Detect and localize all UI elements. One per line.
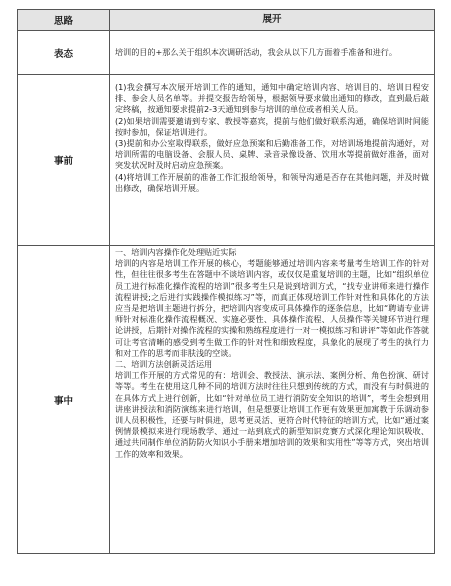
during-paragraph-2: 培训工作开展的方式常见的有：培训会、教授法、演示法、案例分析、角色扮演、研讨等等。考生在使用这几种不同的培训方法时往往只想到传统的方式，而没有与时俱进的在具体方式上进行创新，比如“针对单位员工进行消防安全知识的培训”，考生会想到用讲座讲授法和消防演练来进行培训，但是想要让培训工作更有效果更加寓教于乐调动参训人员积极性，还要与时俱进，思考更灵活、更符合时代特征的培训方式，比如“通过案例情景模拟来进行现场教学、通过一站到底式的新型知识竞赛方式深化理论知识吸收、通过共同制作单位消防防火知识小手册来增加培训的效果和实用性”等等方式，突出培训工作的效率和效果。 (115, 370, 429, 459)
row-label-before: 事前 (18, 75, 110, 245)
before-paragraph-4: (4)将培训工作开展前的准备工作汇报给领导，和领导沟通是否存在其他问题，并及时做出修改，确保培训开展。 (115, 171, 429, 193)
table-header-row (18, 10, 434, 31)
row-content-stance (110, 31, 434, 74)
during-paragraph-1: 培训的内容是培训工作开展的核心，考题能够通过培训内容来考量考生培训工作的针对性，但往往很多考生在答题中不谈培训内容，或仅仅是重复培训的主题，比如“组织单位员工进行标准化操作流程的培训”很多考生只是说到培训方式，“找专业讲师来进行操作流程讲授;之后进行实践操作模拟练习”等，而真正体现培训工作针对性和具体化的方法应当是把培训主题进行拆分，把培训内容变成可具体操作的逐条信息，比如“聘请专业讲师针对标准化操作流程概况、实施必要性、具体操作流程、人员操作等关键环节进行理论讲授，后期针对操作流程的实操和熟练程度进行一对一模拟练习和讲评”等如此作答就可让考官清晰的感受到考生做工作的针对性和细致程度，具象化的展现了考生的执行力和对工作的思考而非肤浅的空谈。 (115, 258, 429, 358)
before-paragraph-1: (1)我会撰写本次展开培训工作的通知，通知中确定培训内容、培训目的、培训日程安排、参会人员名单等。并提交报告给领导，根据领导要求做出通知的修改，直到最后敲定终稿，按通知要求提前2-3天通知到参与培训的单位或者相关人员。 (115, 82, 429, 115)
table-row (18, 246, 434, 553)
during-heading-2: 二、培训方法创新灵活运用 (115, 359, 213, 370)
stance-paragraph: 培训的目的+那么关于组织本次调研活动，我会从以下几方面着手准备和进行。 (115, 46, 397, 57)
table-row (18, 31, 434, 75)
during-heading-1: 一、培训内容操作化处理贴近实际 (115, 247, 237, 257)
before-paragraph-3: (3)提前和办公室取得联系，做好应急预案和后勤准备工作，对培训场地提前沟通好，对培训所需的电脑设备、会服人员、桌牌、录音录像设备、饮用水等提前做好准备，面对突发状况时及时启动应急预案。 (115, 138, 429, 171)
row-label-stance: 表态 (18, 31, 110, 74)
outline-table (17, 9, 435, 554)
table-row (18, 75, 434, 246)
row-content-during (110, 246, 434, 553)
row-content-before (110, 75, 434, 245)
row-label-during: 事中 (18, 246, 110, 553)
header-col-expand: 展开 (110, 10, 434, 30)
before-paragraph-2: (2)如果培训需要邀请到专家、教授等嘉宾，提前与他们做好联系沟通，确保培训时间能按时参加，保证培训进行。 (115, 115, 429, 137)
header-col-approach: 思路 (18, 10, 110, 30)
